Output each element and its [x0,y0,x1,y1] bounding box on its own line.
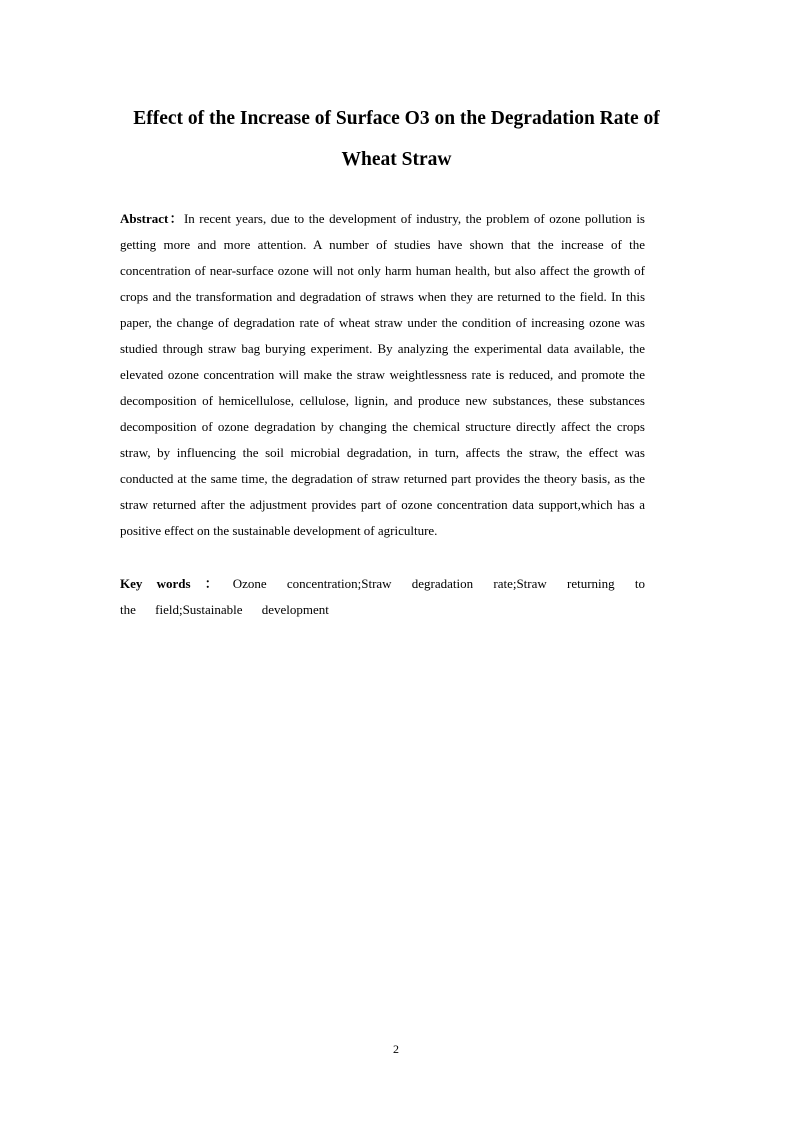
keywords-paragraph [120,571,645,623]
paper-title: Effect of the Increase of Surface O3 on the Degradation Rate of Wheat Straw [133,108,660,170]
abstract-paragraph [120,206,645,544]
page-number: 2 [393,1042,399,1056]
keywords-text: Ozone concentration;Straw degradation rate;Straw returning to the field;Sustainable development [120,576,645,617]
abstract-label: Abstract： [120,211,184,226]
abstract-text: In recent years, due to the development of industry, the problem of ozone pollution is getting more and more attention. A number of studies have shown that the increase of the concentration of near-surface ozone will not only harm human health, but also affect the growth of crops and the transformation and degradation of straws when they are returned to the field. In this paper, the change of degradation rate of wheat straw under the condition of increasing ozone was studied through straw bag burying experiment. By analyzing the experimental data available, the elevated ozone concentration will make the straw weightlessness rate is reduced, and promote the decomposition of hemicellulose, cellulose, lignin, and produce new substances, these substances decomposition of ozone degradation by changing the chemical structure directly affect the crops straw, by influencing the soil microbial degradation, in turn, affects the straw, the effect was conducted at the same time, the degradation of straw returned part provides the theory basis, as the straw returned after the adjustment provides part of ozone concentration data support,which has a positive effect on the sustainable development of agriculture. [120,211,645,538]
keywords-label: Key words ： [120,576,219,591]
